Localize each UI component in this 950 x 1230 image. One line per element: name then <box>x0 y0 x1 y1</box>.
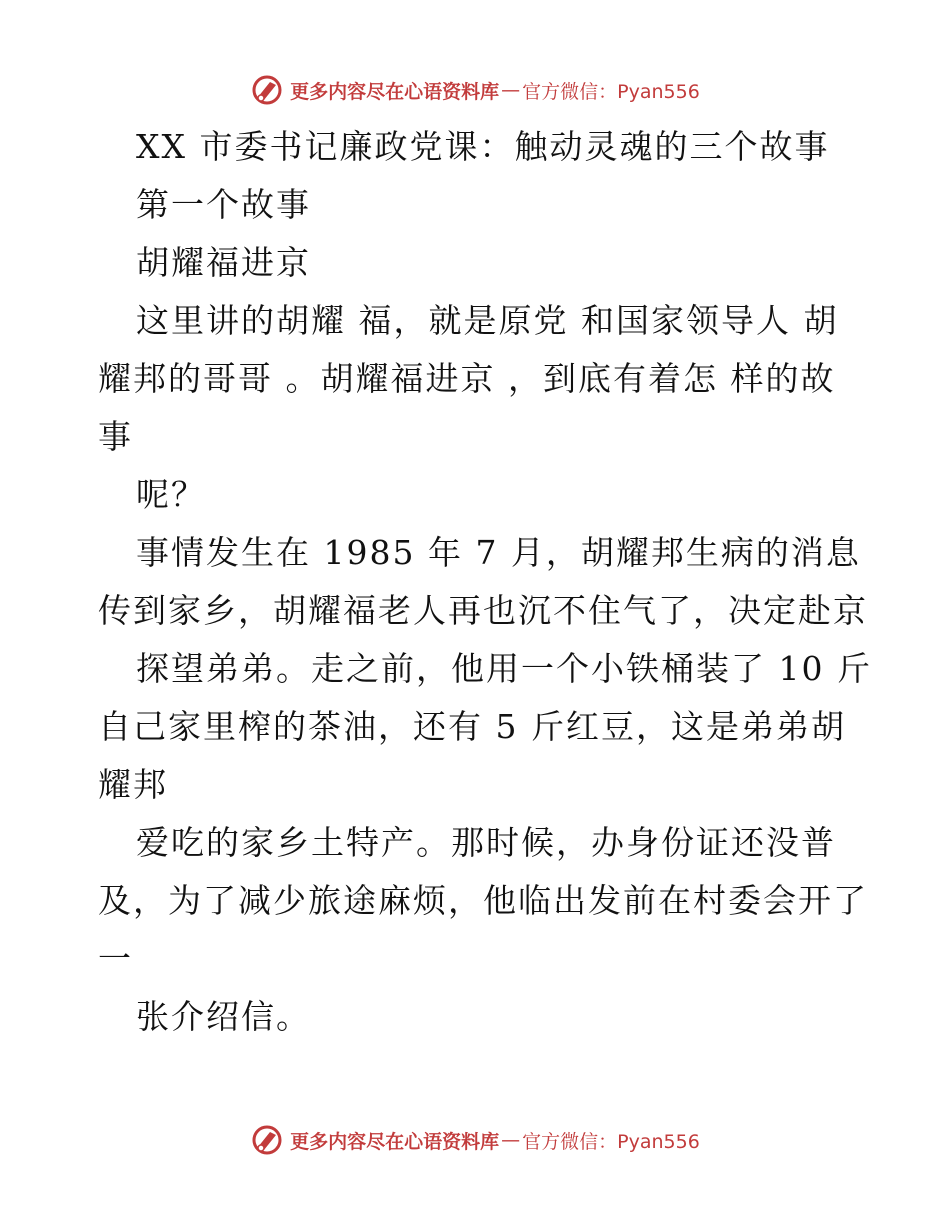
story-title: 胡耀福进京 <box>136 243 311 282</box>
footer-banner <box>0 1120 950 1160</box>
text-line: 事 <box>98 417 133 456</box>
text-line: 探望弟弟。走之前，他用一个小铁桶装了 10 斤 <box>136 649 872 688</box>
document-title: XX 市委书记廉政党课：触动灵魂的三个故事 <box>136 127 830 166</box>
banner-brand-text: 更多内容尽在心语资料库 <box>290 80 500 103</box>
banner-separator: — <box>501 79 521 101</box>
text-line: 传到家乡，胡耀福老人再也沉不住气了，决定赴京 <box>98 591 868 630</box>
banner-wechat-text: 官方微信：Pyan556 <box>522 1130 700 1153</box>
text-line: 这里讲的胡耀 福，就是原党 和国家领导人 胡 <box>136 301 839 340</box>
text-line: 自己家里榨的茶油，还有 5 斤红豆，这是弟弟胡 <box>98 707 846 746</box>
text-line: 及，为了减少旅途麻烦，他临出发前在村委会开了 <box>98 881 868 920</box>
text-line: 爱吃的家乡土特产。那时候，办身份证还没普 <box>136 823 836 862</box>
header-banner <box>0 70 950 110</box>
text-line: 事情发生在 1985 年 7 月，胡耀邦生病的消息 <box>136 533 861 572</box>
text-line: 张介绍信。 <box>136 997 311 1036</box>
brand-logo-icon <box>250 1123 284 1157</box>
banner-separator: — <box>501 1129 521 1151</box>
brand-logo-icon <box>250 73 284 107</box>
text-line: 呢？ <box>136 475 206 514</box>
text-line: 耀邦 <box>98 765 168 804</box>
text-line: 一 <box>98 939 133 978</box>
text-line: 耀邦的哥哥 。胡耀福进京 ，到底有着怎 样的故 <box>98 359 836 398</box>
document-body <box>98 118 872 1046</box>
section-heading: 第一个故事 <box>136 185 311 224</box>
banner-brand-text: 更多内容尽在心语资料库 <box>290 1130 500 1153</box>
banner-wechat-text: 官方微信：Pyan556 <box>522 80 700 103</box>
